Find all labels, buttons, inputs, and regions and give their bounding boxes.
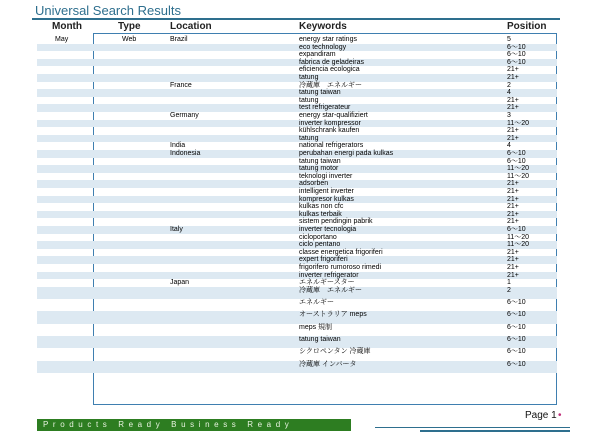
cell-position: 21+ [507,74,519,81]
table-row [37,142,557,150]
cell-position: 6～10 [507,336,526,343]
cell-position: 21+ [507,104,519,112]
table-row [37,51,557,59]
table-row [37,59,557,67]
cell-keyword: kühlschrank kaufen [299,127,360,135]
cell-position: 21+ [507,127,519,135]
table-row [37,112,557,120]
cell-position: 21+ [507,264,519,271]
cell-month: May [55,36,69,43]
cell-keyword: エネルギー [299,299,334,307]
table-row [37,66,557,74]
cell-keyword: test refrigerateur [299,104,351,112]
table-row [37,158,557,166]
cell-keyword: 冷蔵庫 インバータ [299,360,357,368]
table-row [37,82,557,90]
cell-location: Brazil [170,36,188,43]
cell-position: 6～10 [507,51,526,59]
cell-location: France [170,81,192,89]
cell-position: 21+ [507,96,519,104]
cell-location: Indonesia [170,150,201,157]
table-row [37,226,557,234]
cell-position: 21+ [507,203,519,211]
cell-position: 3 [507,112,511,119]
cell-position: 6～10 [507,299,526,307]
cell-keyword: adsorben [299,180,329,188]
cell-keyword: frigorifero rumoroso rimedi [299,264,382,271]
cell-position: 21+ [507,271,519,279]
table-row [37,127,557,135]
cell-keyword: energy star-qualifiziert [299,112,368,119]
title-underline [32,18,560,20]
cell-position: 11～20 [507,241,530,249]
cell-position: 21+ [507,256,519,264]
cell-keyword: inverter kompressor [299,119,361,127]
cell-position: 6～10 [507,43,526,51]
cell-type: Web [122,36,137,43]
cell-keyword: energy star ratings [299,36,357,43]
cell-position: 21+ [507,195,519,203]
table-row [37,36,557,44]
cell-keyword: inverter tecnologia [299,226,357,233]
table-row [37,135,557,143]
cell-position: 21+ [507,180,519,188]
cell-position: 21+ [507,134,519,142]
page-bullet-icon: • [558,410,562,421]
table-row [37,279,557,287]
cell-keyword: perubahan energi pada kulkas [299,150,394,157]
table-row [37,44,557,52]
cell-position: 6～10 [507,226,526,233]
table-row [37,203,557,211]
cell-keyword: 冷蔵庫 エネルギー [299,81,362,89]
cell-location: Italy [170,226,183,233]
page-title: Universal Search Results [35,3,181,18]
page-number: Page 1 [525,410,557,421]
cell-keyword: eficiencia ecologica [299,66,360,74]
cell-position: 6～10 [507,348,526,356]
table-row [37,104,557,112]
cell-keyword: 冷蔵庫 エネルギー [299,286,362,294]
cell-position: 6～10 [507,360,526,368]
cell-keyword: classe energetica frigoriferi [299,248,383,256]
cell-keyword: eco technology [299,43,347,51]
cell-position: 2 [507,81,511,89]
cell-position: 11～20 [507,119,530,127]
cell-position: 21+ [507,218,519,226]
cell-keyword: tatung [299,96,319,104]
table-row [37,218,557,226]
cell-position: 21+ [507,188,519,195]
table-row [37,120,557,128]
cell-position: 6～10 [507,58,526,66]
table-row [37,180,557,188]
cell-location: India [170,142,186,150]
footer-divider [375,427,570,428]
table-row [37,241,557,249]
table-row [37,311,557,323]
cell-location: Germany [170,112,199,119]
cell-keyword: sistem pendingin pabrik [299,218,373,226]
table-row [37,234,557,242]
table-row [37,272,557,280]
table-row [37,299,557,311]
cell-position: 6～10 [507,150,526,157]
cell-keyword: シクロペンタン 冷蔵庫 [299,348,371,356]
table-row [37,188,557,196]
cell-keyword: cicloportano [299,233,337,241]
table-row [37,336,557,348]
table-row [37,74,557,82]
cell-keyword: fabrica de geladeiras [299,58,364,66]
cell-keyword: オーストラリア meps [299,311,367,319]
cell-keyword: expert frigoriferi [299,256,348,264]
cell-keyword: kulkas terbaik [299,210,342,218]
table-row [37,249,557,257]
table-row [37,348,557,360]
cell-keyword: national refrigerators [299,142,364,150]
cell-keyword: tatung taiwan [299,157,341,165]
cell-position: 6～10 [507,311,526,319]
cell-keyword: expandiram [299,51,336,59]
cell-keyword: エネルギースター [299,279,355,287]
table-row [37,173,557,181]
cell-keyword: inverter refrigerator [299,271,359,279]
table-row [37,287,557,299]
cell-location: Japan [170,279,190,287]
header-type: Type [118,21,141,32]
cell-position: 5 [507,36,511,43]
cell-position: 2 [507,286,511,294]
cell-position: 21+ [507,66,519,74]
cell-keyword: tatung [299,134,319,142]
table-row [37,256,557,264]
cell-keyword: tatung [299,74,319,81]
footer-banner [37,419,351,431]
cell-position: 1 [507,279,511,287]
header-position: Position [507,21,547,32]
cell-keyword: teknologi inverter [299,172,353,180]
cell-position: 11～20 [507,165,530,173]
cell-position: 6～10 [507,323,526,331]
table-row [37,361,557,373]
cell-keyword: intelligent inverter [299,188,354,195]
header-location: Location [170,21,212,32]
cell-position: 11～20 [507,172,530,180]
table-row [37,97,557,105]
cell-position: 21+ [507,248,519,256]
cell-position: 4 [507,89,511,97]
footer-divider-thick [420,430,570,432]
table-row [37,196,557,204]
table-row [37,165,557,173]
footer-slogan: Products Ready Business Ready [43,420,294,429]
cell-position: 6～10 [507,157,526,165]
cell-keyword: kulkas non cfc [299,203,344,211]
header-keywords: Keywords [299,21,347,32]
cell-keyword: kompresor kulkas [299,195,354,203]
header-month: Month [52,21,82,32]
table-row [37,150,557,158]
table-row [37,211,557,219]
table-row [37,324,557,336]
table-row [37,264,557,272]
cell-keyword: tatung motor [299,165,339,173]
table-row [37,89,557,97]
cell-keyword: tatung taiwan [299,336,341,343]
cell-position: 4 [507,142,511,150]
cell-keyword: ciclo pentano [299,241,341,249]
cell-keyword: tatung taiwan [299,89,341,97]
cell-position: 11～20 [507,233,530,241]
cell-position: 21+ [507,210,519,218]
cell-keyword: meps 規制 [299,323,333,331]
